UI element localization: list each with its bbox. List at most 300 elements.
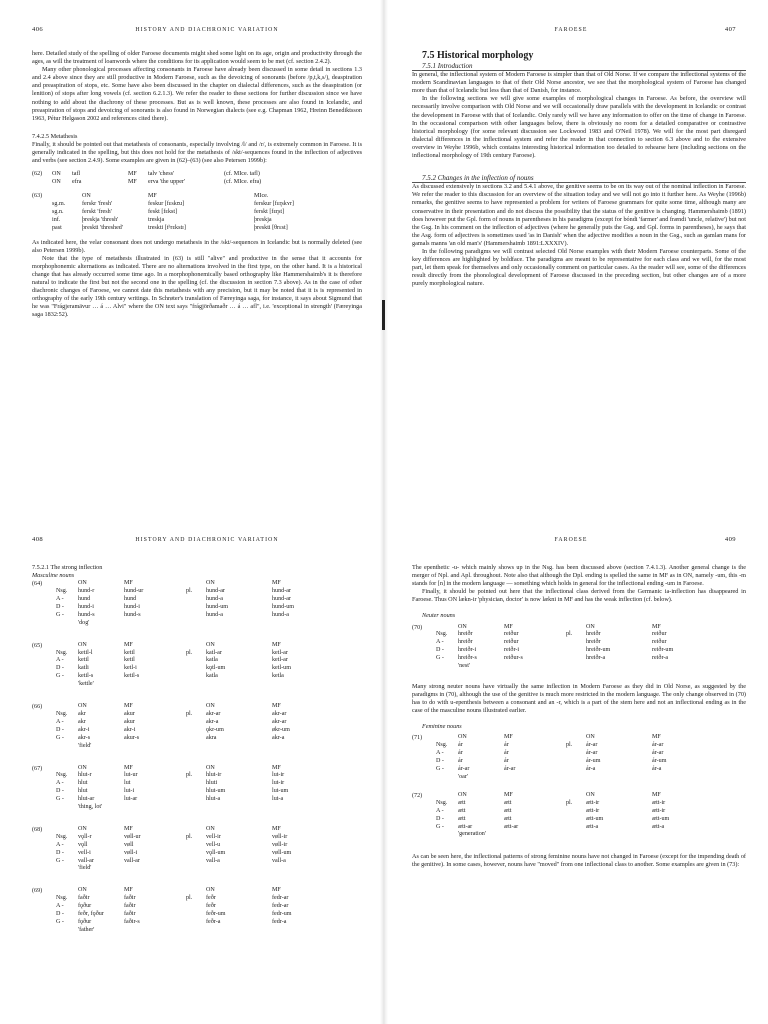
section-heading: 7.5.2.1 The strong inflection [32,564,103,571]
paradigm-list [32,580,352,935]
example-cell: MF [272,641,281,648]
example-cell: feðr-a [206,919,221,925]
example-cell: ON [206,641,215,648]
example-cell: akr [78,710,86,717]
example-cell: (cf. MIce. efra) [224,179,262,186]
example-number: (66) [32,704,43,711]
example-cell: katla [206,673,218,680]
example-cell: ár-a [586,766,596,773]
running-head: HISTORY AND DIACHRONIC VARIATION [135,537,279,543]
example-cell: ketil [124,649,135,656]
example-cell: D - [56,603,64,610]
text-column [412,564,746,870]
example-cell: ár-ar [458,766,470,773]
example-cell: MF [504,734,513,741]
example-cell [186,919,206,927]
example-cell: hlut-r [78,772,92,779]
example-cell: fedr-um [272,911,292,918]
gloss: 'field' [78,742,92,749]
example-cell: vǫll-r [78,833,92,840]
example-cell [186,612,206,620]
example-cell: ON [78,825,87,832]
example-cell: ætt-um [586,815,604,822]
subheading: Masculine nouns [32,572,75,580]
example-cell: pl. [186,649,193,656]
example-cell: ætt-ar [504,823,519,830]
example-cell: MF [128,179,137,186]
example-cell: ketil-s [78,673,94,680]
subheading: Feminine nouns [422,723,462,731]
example-63 [32,193,362,233]
example-cell: faðir [124,903,136,910]
example-cell: A - [436,639,444,646]
example-cell: ætt [458,799,466,806]
paradigm [412,734,746,781]
paragraph: In the following sections we will give some examples of morphological changes in Faroese. As before, the overview will necessarily involve comparison with Old Norse and we will occasionally draw parallels with the development in Icelandic or contrast the development in Faroese with that of Icelandic. Only rarely will we have any information to offer on the time of change in Faroese. In the occasional comparison with other languages below, there is obviously no room for a detailed comparative or contrastive historical morphology (for some relevant discussion see Lockwood 1983 and O'Neil 1978). We will for the most part disregard dialectal differences in the inflectional system and refer the reader in that connection to section 6.3 above and to the extensive overview in Weyhe 1996b, which contains interesting historical information too detailed to rehearse here (including sections on the inflectional morphology of 19th century Faroese). [412,95,746,160]
example-cell [566,816,586,824]
example-cell: hund-s [124,611,141,618]
example-cell: D - [436,647,444,654]
example-cell: reiðr-um [652,647,674,654]
example-number: (69) [32,888,43,895]
paragraph: In the following paradigms we will contrast selected Old Norse examples with their Modern Faroese counterparts. Some of the key differences are highlighted by boldface. The paradigms are meant to be representative for each class and we will, for the most part, let them speak for themselves and only occasionally comment on particular cases. As the reader will see, some of the differences result directly from the phonological development of Faroese discussed in the preceding section, but other changes are of a more purely morphological nature. [412,247,746,288]
example-cell: reiðr-a [652,655,669,662]
example-cell [566,639,586,647]
example-cell: reiður [504,631,519,638]
example-cell: hund-r [78,588,95,595]
example-cell: MF [504,791,513,798]
example-cell: MF [272,887,281,894]
example-cell: ketl-um [272,665,291,672]
example-cell: hreiðr-um [586,647,611,654]
example-cell: talv 'chess' [148,171,175,178]
example-cell: pl. [186,895,193,902]
example-cell [186,903,206,911]
example-cell: MF [652,623,661,630]
paradigm [412,792,746,839]
example-cell: lut-ir [272,772,285,779]
example-cell: Nsg. [56,772,68,779]
running-head: FAROESE [554,27,588,33]
example-cell: ON [206,703,215,710]
example-cell: hund [124,596,137,602]
example-cell: akur [124,718,135,725]
example-cell: MF [272,764,281,771]
section-title: 7.5 Historical morphology [422,50,534,61]
example-cell: lut-i [124,788,135,795]
paragraph: Finally, it should be pointed out that metathesis of consonants, especially involving /l/ and /r/, is extremely common in Faroese. It is generally indicated in the spelling, but this does not hold for the metathesis of /skt/-sequences found in the inflection of adjectives and verbs (see section 2.4.9). Some examples are given in (62)–(63) (see also Petersen 1999b): [32,140,362,165]
example-cell [32,209,52,217]
example-cell: MF [124,641,133,648]
example-cell: vell-ir [206,833,221,840]
gloss: 'thing, lot' [78,804,103,811]
example-cell: katl-ar [206,649,222,656]
paragraph: Note that the type of metathesis illustrated in (63) is still "alive" and productive in the sense that it accounts for morphophonemic alternations as indicated. There are no alternations involved in the first type, on the other hand. It is a historical change that has already occurred some time ago. In a morphophonemically based orthography like Hammershaimb's it is therefore natural to indicate the first but not the second one in the spelling (cf. the discussion in section 7.3 above). As in the case of other diachronic changes of Faroese, we cannot date this metathesis with any precision, but it may be noted that it is is represented in orthography of the early 19th century writings. In Schrøter's translation of Færeyinga saga, for instance, it says about Sigmund that he was "Frágjeramävur … á … Alvi" where the ON text says "frágjörðamaðr … á … afl", i.e. 'exceptional in strength' (Færeyinga saga 1832:52). [32,254,362,319]
example-cell: ár-ar [586,742,598,749]
example-cell: inf. [52,216,61,223]
example-cell: ár [458,758,463,765]
page-407 [384,0,768,512]
example-cell: A - [56,596,64,602]
example-cell: fedr-ar [272,895,289,902]
example-cell: katli [78,665,89,672]
gloss: 'oar' [458,774,468,780]
example-cell: tafl [72,171,81,178]
example-cell: A - [436,807,444,814]
example-cell: lut-ar [124,796,138,803]
example-cell [566,624,586,632]
example-cell: ferskt [fɛr̥st] [254,208,285,215]
page-number: 409 [724,536,736,543]
example-cell: D - [56,788,64,795]
example-cell: hreiðr [586,639,601,646]
example-cell: ON [206,825,215,832]
example-cell: MF [148,193,157,200]
example-cell: ætt-ir [652,807,666,814]
example-cell: D - [56,911,64,918]
example-cell: hluti [206,780,218,787]
example-cell: akr-ar [206,710,221,717]
example-cell: hlut [78,780,88,787]
example-cell: vell-i [78,849,91,856]
example-cell [186,780,206,788]
paradigm [32,642,352,689]
paragraph: Many other phonological processes affecting consonants in Faroese have already been discussed in some detail in sections 1.3 and 2.4 above since they are still productive in Modern Faroese, such as the devoicing of sonorants (before /p,t,k,s/), deaspiration and preaspiration of stops, etc. Some have also been discussed in the chapter on dialectal differences, such as the deaspiration (or lenition) of stops after long vowels (cf. section 6.2.1.3). We refer the reader to these sections for further discussion since we have nothing to add about the diachrony of these processes. But as is well known, these processes are also found in Icelandic, and preaspiration of stops and devoicing of sonorants is also found in Norwegian dialects (see e.g. Chapman 1962, Hreinn Benediktsson 1963, Pétur Helgason 2002 and references cited there). [32,66,362,122]
example-cell: vøll-um [272,849,292,856]
example-cell: treskja [148,216,165,223]
example-cell: A - [56,841,64,848]
example-cell [566,734,586,742]
example-cell: ferskur [fɛr̥skʏr] [254,200,294,207]
example-cell: ON [78,887,87,894]
example-cell: A - [56,718,64,725]
gloss: 'generation' [458,831,486,838]
example-number: (70) [412,624,423,631]
example-cell: hreiðr-a [586,655,606,662]
example-cell: lut-ur [124,772,138,779]
example-cell: ár-ar [504,766,516,773]
example-cell: akr-i [124,726,136,733]
example-cell: pl. [566,742,573,749]
example-cell: fedr-ar [272,903,289,910]
example-number: (68) [32,826,43,833]
paradigm [32,887,352,934]
example-cell: økr-um [272,726,290,733]
example-cell: (62) [32,171,43,178]
example-cell: vall-a [272,857,286,864]
example-cell [566,655,586,663]
example-cell: treskti [tʰrɛkstɪ] [148,224,186,231]
example-cell: MF [652,791,661,798]
example-cell [32,179,52,187]
example-cell: ætt [504,807,512,814]
example-cell: ætt [458,807,466,814]
example-cell [186,673,206,681]
example-cell: G - [56,734,64,741]
example-cell [436,624,458,632]
example-cell: hund-ur [124,588,144,595]
example-cell [186,604,206,612]
example-cell [186,657,206,665]
example-cell [32,225,52,233]
example-number: (64) [32,581,43,588]
example-cell: pl. [186,772,193,779]
example-cell: D - [436,758,444,765]
example-cell: pl. [186,588,193,595]
example-cell [56,642,78,650]
example-cell: fǫður [78,903,92,910]
example-cell [566,758,586,766]
example-cell: ON [458,734,467,741]
example-cell: ár-ar [652,750,664,757]
example-cell: vøll-ur [124,833,141,840]
example-cell: reiður [652,639,667,646]
example-cell: ON [78,580,87,587]
example-cell: ár [504,742,509,749]
example-cell: lut-um [272,788,289,795]
example-cell: akr-i [78,726,90,733]
example-cell: þreskja [254,216,272,223]
example-cell: G - [56,673,64,680]
example-cell: lut-ir [272,780,285,787]
example-cell: ON [52,171,61,178]
example-cell: akur [124,710,135,717]
example-cell: faðir-s [124,919,140,925]
example-number: (65) [32,642,43,649]
example-cell [566,808,586,816]
example-cell [566,766,586,774]
example-cell: ON [206,580,215,587]
example-cell: akr-a [206,718,219,725]
example-cell: vall-ar [124,857,140,864]
example-cell: vǫll [78,841,88,848]
paragraph: Many strong neuter nouns have virtually the same inflection in Modern Faroese as they did in Old Norse, as suggested by the paradigms in (70), although the use of the genitive is much more restricted in the modern language. The only change observed in (70) has to do with u-epenthesis between a consonant and an -r, which is a part of the stem here and not an inflectional ending as in the case of the masculine nouns illustrated earlier. [412,683,746,715]
example-cell [186,765,206,773]
example-cell: erva 'the upper' [148,179,186,186]
example-cell: vøll [124,841,134,848]
example-cell: MF [652,734,661,741]
example-cell: MF [272,825,281,832]
example-cell: akra [206,734,217,741]
gloss: 'kettle' [78,681,94,688]
example-cell [32,217,52,225]
example-cell: feskur [fɛskʊɹ] [148,200,185,207]
example-cell: ferskr 'fresh' [82,200,113,207]
example-cell: A - [436,750,444,757]
example-cell: ætt-ir [586,799,600,806]
example-cell: MF [128,171,137,178]
example-cell: ON [78,764,87,771]
example-cell: A - [56,780,64,787]
example-cell [186,703,206,711]
example-cell: ár [504,750,509,757]
example-cell: ketl-ar [272,649,288,656]
example-cell: vøll-ir [272,841,288,848]
example-cell: lut-a [272,796,284,803]
paragraph: here. Detailed study of the spelling of older Faroese documents might shed some light on its age, origin and productivity through the ages, as will the treatment of loanwords where the conditions for its application would seem to be met (cf. section 2.4.2). [32,50,362,66]
page-409 [384,512,768,1024]
running-head: FAROESE [554,537,588,543]
example-cell [186,719,206,727]
example-cell: ON [206,764,215,771]
example-cell: ketil-s [124,673,140,680]
example-cell: ON [458,791,467,798]
example-70 [412,624,746,671]
example-cell: feðr, fǫður [78,911,104,918]
example-cell: A - [56,903,64,910]
example-cell: sg.n. [52,208,64,215]
example-71 [412,734,746,781]
example-cell: hund-ar [272,588,291,595]
example-cell [56,826,78,834]
example-cell: ON [52,179,61,186]
example-cell: ON [458,623,467,630]
example-cell: faðir [124,911,136,918]
example-cell: sg.m. [52,200,66,207]
example-cell [186,796,206,804]
example-cell: ár-um [652,758,667,765]
paradigm [32,580,352,627]
example-cell: D - [56,665,64,672]
example-cell: pl. [186,833,193,840]
paragraph: As indicated here, the velar consonant does not undergo metathesis in the /skt/-sequences in Icelandic but is normally deleted (see also Petersen 1999b). [32,238,362,254]
example-cell: MIce. [254,193,269,200]
example-cell [436,734,458,742]
example-cell: MF [504,623,513,630]
example-cell: G - [436,766,444,773]
example-cell: vøll-i [124,849,138,856]
example-cell: ár [458,750,463,757]
example-cell: D - [56,849,64,856]
example-cell: G - [56,857,64,864]
paragraph: Finally, it should be pointed out here that the inflectional class derived from the Germanic ia-inflection has disappeared in Faroese. Thus ON lækn‑ir 'physician, doctor' is now lækni in MF and has the weak inflection (cf. below). [412,588,746,604]
example-cell: Nsg. [56,649,68,656]
example-cell: hund-i [78,603,94,610]
example-cell: MF [124,825,133,832]
example-cell: efra [72,179,82,186]
example-cell [32,201,52,209]
example-cell: hreiðr [458,639,473,646]
example-cell [566,792,586,800]
example-cell: vǫll-um [206,849,226,856]
example-cell [566,824,586,832]
example-cell [234,201,254,209]
example-cell: MF [124,764,133,771]
example-cell: reiður-s [504,655,523,662]
example-cell: ætt-a [586,823,599,830]
example-cell: hund-a [272,611,289,618]
example-cell [56,703,78,711]
example-cell: ár-a [652,766,662,773]
example-cell: hund-a [206,611,223,618]
example-cell: D - [436,815,444,822]
example-cell: G - [436,655,444,662]
example-cell: MF [272,580,281,587]
example-cell: ár-ar [652,742,664,749]
subheading: Neuter nouns [422,612,456,620]
example-cell: Nsg. [56,588,68,595]
example-cell: faðir [124,895,136,902]
example-cell: ætt [458,815,466,822]
example-cell [186,858,206,866]
example-cell: hund-um [272,603,295,610]
example-cell [186,735,206,743]
gloss: 'field' [78,865,92,872]
example-cell: ár [504,758,509,765]
example-cell: feðr [206,903,216,910]
example-cell: hund-um [206,603,229,610]
example-cell [186,887,206,895]
example-cell: ketl-i [124,665,137,672]
example-cell: ketil [124,657,135,664]
example-cell: D - [56,726,64,733]
example-cell: Nsg. [436,631,448,638]
gloss: 'father' [78,926,95,933]
example-cell: vell-u [206,841,221,848]
example-cell: hreiðr [458,631,473,638]
example-cell: reiðr-i [504,647,520,654]
paragraph: As discussed extensively in sections 3.2 and 5.4.1 above, the genitive seems to be on its way out of the nominal inflection in Faroese. We refer the reader to this discussion for an overview of the situation today and we will not go into it further here. As Weyhe (1996b) remarks, the genitive seems to have represented a problem for writers of Faroese grammars for quite some time, although many are conservative in their presentation and do not discuss the possibility that the status of the genitive is changing. Hammershaimb (1891) does however put the Gpl. form of nouns in parentheses in his paradigms (except for bóndi 'farmer' and frændi 'uncle, relative') but not the Gsg. In his comment on the inflection of adjectives (where he generally puts the Gsg. and Gpl. forms in parentheses), he says that the Asg. form of adjectives is sometimes used 'as in Danish' when the adjective modifies a noun in the Gsg., such as gamlan mans for gamals manns 'an old man's' (Hammershaimb 1891:LXXXIV). [412,183,746,247]
example-cell: hund-a [206,596,223,602]
text-column [32,50,362,320]
example-cell: vøll-ir [272,833,288,840]
example-cell: MF [124,887,133,894]
example-cell [56,580,78,588]
example-cell: katla [206,657,218,664]
example-cell: ætt-a [652,823,665,830]
example-cell [186,596,206,604]
example-cell [186,842,206,850]
example-cell: ætt-um [652,815,670,822]
example-cell: ketl-ar [272,657,288,664]
example-number: (71) [412,735,423,742]
example-cell: ár [458,742,463,749]
paradigm [412,624,746,671]
example-cell: þreskja 'thresh' [82,216,119,223]
example-cell [234,209,254,217]
text-column [412,50,746,288]
example-cell: þreskti 'threshed' [82,224,123,231]
example-cell: fǫður [78,919,92,925]
example-cell: feskt [fɛkst] [148,208,178,215]
example-cell: reiður [504,639,519,646]
subsection-title: 7.5.1 Introduction [422,62,473,70]
example-cell: ár-um [586,758,601,765]
example-cell: akr-ar [272,710,287,717]
example-cell: ON [206,887,215,894]
example-cell: hreiðr-i [458,647,477,654]
gloss: 'dog' [78,619,90,626]
example-number: (72) [412,792,423,799]
example-cell [56,887,78,895]
example-cell: akr-a [272,734,285,741]
page-number: 406 [32,26,44,33]
example-cell: pl. [186,710,193,717]
example-cell: G - [436,823,444,830]
example-62 [32,171,362,187]
example-cell [186,826,206,834]
running-head: HISTORY AND DIACHRONIC VARIATION [135,27,279,33]
example-cell: hlut-ar [78,796,95,803]
example-cell [234,217,254,225]
example-cell [52,193,82,201]
text-column [32,564,352,935]
paragraph: As can be seen here, the inflectional patterns of strong feminine nouns have not changed in Faroese (except for the impending death of the genitive). In some cases, however, nouns have "moved" from one inflectional class to another. Some examples are given in (73): [412,853,746,869]
example-cell: feðr-um [206,911,226,918]
paradigm [32,765,352,812]
example-cell: G - [56,611,64,618]
example-cell: ætt-ir [652,799,666,806]
